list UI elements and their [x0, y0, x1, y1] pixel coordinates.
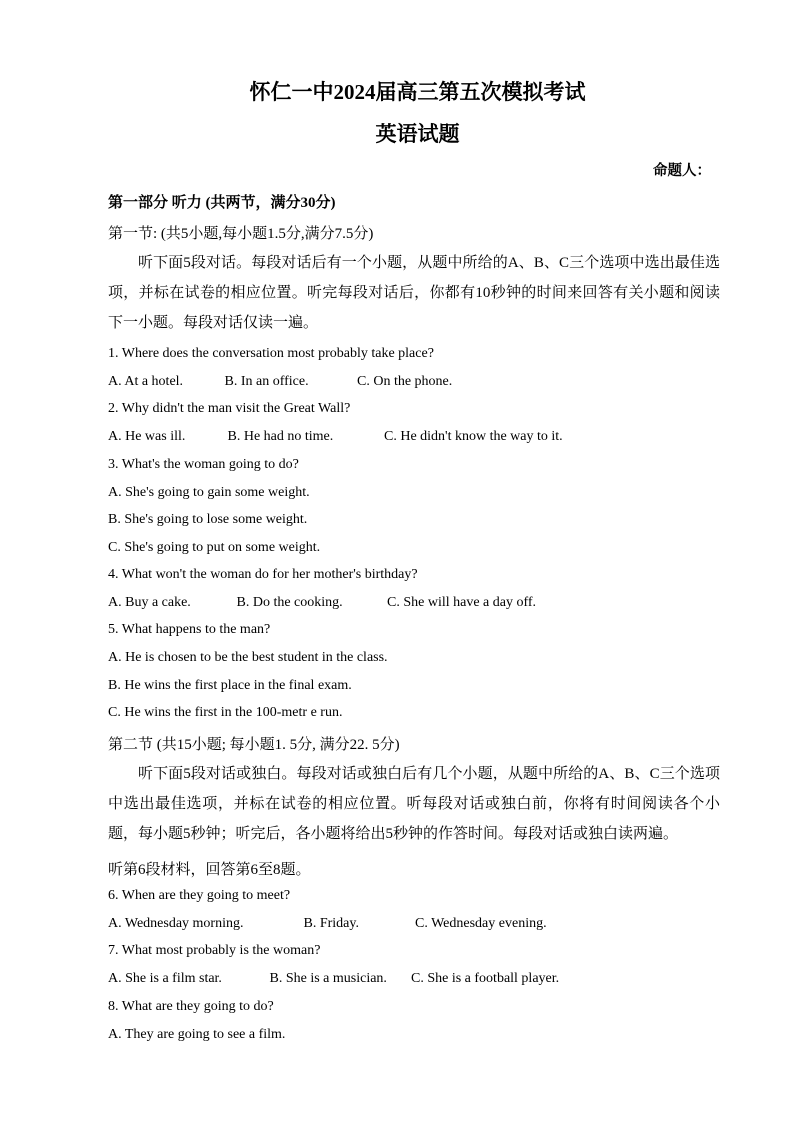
exam-title: 怀仁一中2024届高三第五次模拟考试	[249, 80, 586, 104]
option: A. Buy a cake.	[108, 595, 191, 610]
option: C. Wednesday evening.	[415, 916, 547, 931]
option: B. Do the cooking.	[236, 595, 343, 610]
question-4: 4. What won't the woman do for her mother's birthday?	[108, 567, 418, 582]
option: B. In an office.	[224, 374, 309, 389]
question-3: 3. What's the woman going to do?	[108, 457, 299, 472]
section1-heading: 第一节: (共5小题,每小题1.5分,满分7.5分)	[108, 226, 374, 242]
options-row	[108, 374, 452, 390]
option: B. Friday.	[303, 916, 359, 931]
question-7: 7. What most probably is the woman?	[108, 943, 321, 958]
question-5: 5. What happens to the man?	[108, 622, 271, 637]
option: A. She is a film star.	[108, 971, 222, 986]
option: A. At a hotel.	[108, 374, 184, 389]
exam-subtitle: 英语试题	[375, 122, 460, 146]
material-intro: 听第6段材料，回答第6至8题。	[108, 862, 311, 878]
section2-instructions: 听下面5段对话或独白。每段对话或独白后有几个小题，从题中所给的A、B、C三个选项中选出最佳选项，并标在试卷的相应位置。听每段对话或独白前，你将有时间阅读各个小题，每小题5秒钟；听完后，各小题将给出5秒钟的作答时间。每段对话或独白读两遍。	[108, 766, 720, 842]
options-row	[108, 595, 536, 611]
question-1: 1. Where does the conversation most probably take place?	[108, 346, 434, 361]
option: A. He was ill.	[108, 429, 186, 444]
option: A. She's going to gain some weight.	[108, 485, 310, 500]
option: C. She will have a day off.	[387, 595, 537, 610]
option: C. He wins the first in the 100-metr e run.	[108, 705, 343, 720]
option: A. Wednesday morning.	[108, 916, 244, 931]
section1-instructions: 听下面5段对话。每段对话后有一个小题，从题中所给的A、B、C三个选项中选出最佳选项，并标在试卷的相应位置。听完每段对话后，你都有10秒钟的时间来回答有关小题和阅读下一小题。每段对话仅读一遍。	[108, 255, 720, 331]
option: B. He wins the first place in the final exam.	[108, 678, 352, 693]
option: B. He had no time.	[227, 429, 334, 444]
question-2: 2. Why didn't the man visit the Great Wall?	[108, 401, 351, 416]
section2-heading: 第二节 (共15小题; 每小题1. 5分, 满分22. 5分)	[108, 737, 400, 753]
author-label: 命题人：	[653, 163, 711, 179]
question-8: 8. What are they going to do?	[108, 999, 274, 1014]
options-row	[108, 429, 563, 445]
option: B. She's going to lose some weight.	[108, 512, 308, 527]
options-row	[108, 916, 547, 932]
part1-heading: 第一部分 听力 (共两节，满分30分)	[108, 195, 336, 211]
option: A. They are going to see a film.	[108, 1027, 286, 1042]
question-6: 6. When are they going to meet?	[108, 888, 291, 903]
option: C. He didn't know the way to it.	[384, 429, 563, 444]
option: C. She is a football player.	[411, 971, 560, 986]
option: A. He is chosen to be the best student in the class.	[108, 650, 388, 665]
option: B. She is a musician.	[269, 971, 387, 986]
option: C. On the phone.	[357, 374, 453, 389]
options-row	[108, 971, 559, 987]
option: C. She's going to put on some weight.	[108, 540, 321, 555]
